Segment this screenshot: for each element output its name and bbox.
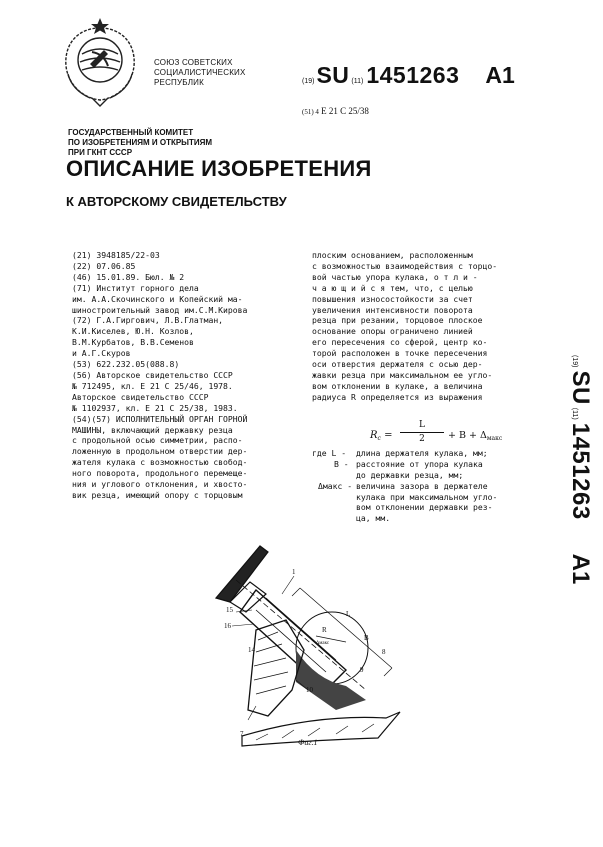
document-title: ОПИСАНИЕ ИЗОБРЕТЕНИЯ (66, 156, 372, 181)
definition-text: вом отклонении державки рез- (356, 502, 493, 513)
text-line: оси отверстия держателя с осью дер- (312, 359, 483, 370)
text-line: (56) Авторское свидетельство СССР (72, 369, 233, 380)
text-line: его пересечения со сферой, центр ко- (312, 337, 488, 348)
knuckle-housing (248, 620, 304, 716)
formula-lhs-symbol: R (370, 430, 378, 441)
formula-rest-subscript: макс (486, 435, 503, 442)
text-line: (21) 3948185/22-03 (72, 250, 160, 260)
base-plate (242, 712, 400, 746)
text-line: жавки резца при максимальном ее угло- (312, 369, 493, 380)
label-14: 14 (248, 646, 255, 654)
formula-lhs-subscript: c (377, 435, 381, 442)
ipc-tag: (51) 4 (302, 108, 319, 116)
text-line: ного поворота, продольного перемеще- (72, 468, 248, 479)
definition-text: расстояние от упора кулака (356, 458, 483, 469)
text-line: жателя кулака с возможностью свобод- (72, 457, 248, 468)
formula-rest-text: + B + Δ (448, 430, 487, 441)
text-line: им. А.А.Скочинского и Копейский ма- (72, 293, 243, 304)
side-number: 1451263 (567, 422, 594, 520)
text-line: (53) 622.232.05(088.8) (72, 359, 180, 370)
org-name (154, 58, 246, 88)
side-number-tag: (11) (571, 407, 578, 420)
text-line: вик резца, имеющий опору с торцовым (72, 489, 243, 500)
formula-rest (448, 430, 502, 442)
definition-text: кулака при максимальном угло- (356, 491, 498, 502)
text-line: (71) Институт горного дела (72, 282, 199, 293)
text-line: повышения износостойкости за счет (312, 293, 473, 304)
text-line: ния и углового отклонения, и хвосто- (72, 479, 248, 490)
ussr-emblem-icon (52, 14, 148, 110)
text-line: К.И.Киселев, Ю.Н. Козлов, (72, 326, 194, 337)
text-line: вой частью упора кулака, о т л и - (312, 271, 478, 282)
dimension-L (300, 588, 392, 668)
formula-lhs (370, 430, 392, 442)
ipc-value: E 21 C 25/38 (321, 106, 369, 116)
formula-denominator: 2 (419, 434, 425, 444)
text-line: основание опоры ограничено линией (312, 326, 473, 337)
text-line: с продольной осью симметрии, распо- (72, 435, 243, 446)
technical-drawing (196, 540, 428, 752)
side-kind: A1 (567, 553, 594, 585)
label-1: 1 (292, 568, 296, 576)
text-line: плоским основанием, расположенным (312, 250, 473, 260)
country-code-tag: (19) (302, 78, 315, 85)
label-9: 9 (360, 666, 364, 674)
org-line: СОЮЗ СОВЕТСКИХ (154, 58, 233, 67)
definition-key: Δмакс - (318, 480, 353, 491)
hatched-region (296, 650, 366, 710)
org-line: СОЦИАЛИСТИЧЕСКИХ (154, 68, 246, 77)
formula-fraction (400, 420, 444, 445)
figure-caption: Фиг.1 (298, 738, 318, 747)
text-line: торой расположен в точке пересечения (312, 348, 488, 359)
side-patent-number (534, 352, 594, 704)
country-code: SU (316, 62, 350, 88)
text-line: с возможностью взаимодействия с торцо- (312, 260, 498, 271)
right-column (312, 250, 540, 403)
housing-hatch (254, 632, 288, 694)
definition-text: ца, мм. (356, 513, 391, 524)
text-line: ч а ю щ и й с я тем, что, с целью (312, 282, 473, 293)
text-line: № 1102937, кл. Е 21 С 25/38, 1983. (72, 402, 238, 413)
patent-number-block (302, 62, 515, 90)
text-line: шиностроительный завод им.С.М.Кирова (72, 304, 248, 315)
label-16: 16 (224, 622, 231, 630)
text-line: (46) 15.01.89. Бюл. № 2 (72, 271, 185, 282)
definition-key: где L - (312, 448, 347, 458)
text-line: увеличения интенсивности поворота (312, 304, 473, 315)
definition-key: B - (334, 458, 349, 469)
definition-text: до державки резца, мм; (356, 469, 464, 480)
committee-line: ПРИ ГКНТ СССР (68, 148, 133, 157)
side-country: SU (567, 370, 594, 405)
definition-text: величина зазора в держателе (356, 480, 488, 491)
dimension-ext (292, 588, 392, 676)
label-8: 8 (382, 648, 386, 656)
committee-line: ГОСУДАРСТВЕННЫЙ КОМИТЕТ (68, 128, 194, 137)
label-R: R (322, 626, 327, 634)
ipc-class (302, 106, 369, 116)
fraction-bar (400, 432, 444, 433)
text-line: и А.Г.Скуров (72, 348, 131, 359)
text-line: (54)(57) ИСПОЛНИТЕЛЬНЫЙ ОРГАН ГОРНОЙ (72, 413, 248, 424)
left-column (72, 250, 298, 501)
org-line: РЕСПУБЛИК (154, 78, 204, 87)
document-subtitle: К АВТОРСКОМУ СВИДЕТЕЛЬСТВУ (66, 194, 287, 209)
label-15: 15 (226, 606, 233, 614)
text-line: (22) 07.06.85 (72, 260, 136, 271)
label-7: 7 (240, 730, 244, 738)
definition-text: длина держателя кулака, мм; (356, 448, 488, 458)
text-line: ложенную в продольном отверстии дер- (72, 446, 248, 457)
text-line: № 712495, кл. Е 21 С 25/46, 1978. (72, 380, 233, 391)
label-L: L (346, 610, 351, 618)
side-country-tag: (19) (571, 355, 578, 368)
holder-body (240, 590, 346, 690)
patent-kind: A1 (485, 62, 515, 88)
text-line: (72) Г.А.Гиргович, Л.В.Глатман, (72, 315, 224, 326)
text-line: В.М.Курбатов, В.В.Семенов (72, 337, 194, 348)
label-10: 10 (306, 686, 313, 694)
label-B: B (364, 634, 369, 642)
formula-numerator: L (419, 420, 425, 430)
formula-equals: = (384, 430, 393, 441)
patent-number: 1451263 (366, 62, 460, 88)
committee-name (68, 128, 212, 158)
side-number-rotated (534, 352, 594, 704)
text-line: МАШИНЫ, включающий державку резца (72, 424, 233, 435)
committee-line: ПО ИЗОБРЕТЕНИЯМ И ОТКРЫТИЯМ (68, 138, 213, 147)
radius-formula (370, 420, 510, 450)
text-line: Авторское свидетельство СССР (72, 391, 209, 402)
label-delta: Δмакс (316, 641, 330, 646)
number-tag: (11) (351, 78, 364, 85)
text-line: резца при резании, торцовое плоское (312, 315, 483, 326)
text-line: радиуса R определяется из выражения (312, 391, 483, 402)
text-line: вом отклонении в кулаке, а величина (312, 380, 483, 391)
